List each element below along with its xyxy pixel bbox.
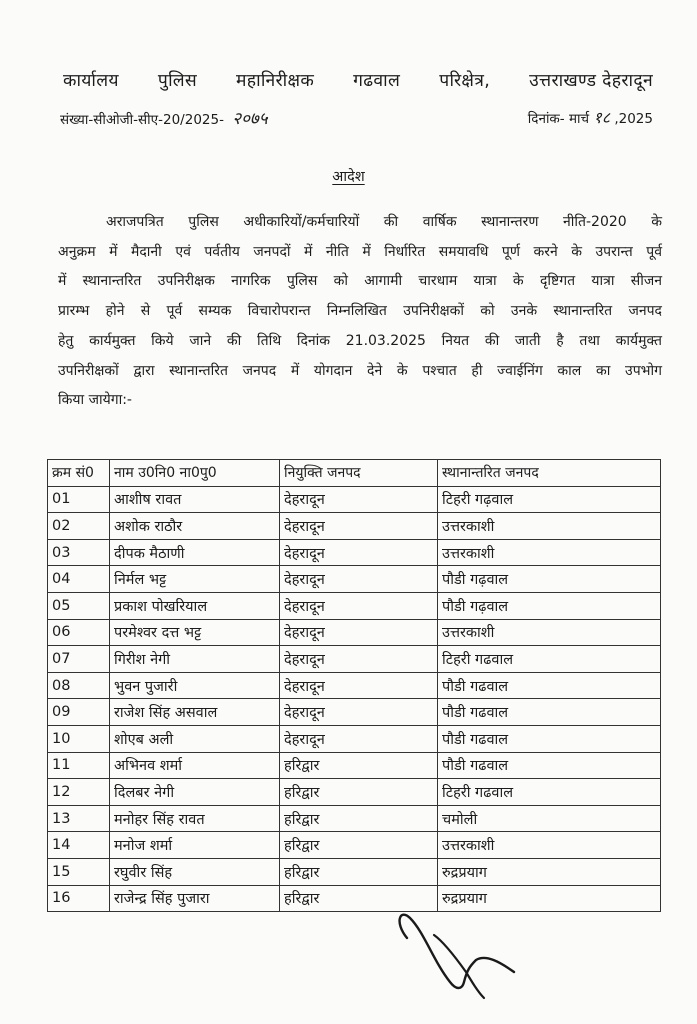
table-row: [48, 539, 661, 566]
office-word: परिक्षेत्र,: [439, 71, 491, 91]
cell-posting-district: देहरादून: [280, 513, 438, 540]
cell-name: मनोहर सिंह रावत: [110, 805, 280, 832]
cell-transferred-district: टिहरी गढवाल: [438, 779, 661, 806]
reference-handwritten-number: २०७५: [232, 109, 268, 129]
cell-posting-district: हरिद्वार: [280, 832, 438, 859]
cell-transferred-district: रुद्रप्रयाग: [438, 885, 661, 912]
cell-serial: 16: [48, 885, 110, 912]
cell-posting-district: हरिद्वार: [280, 779, 438, 806]
body-line: हेतु कार्यमुक्त किये जाने की तिथि दिनांक 21.03.2025 नियत की जाती है तथा कार्यमुक्त: [58, 332, 662, 349]
transfer-table: [47, 459, 661, 912]
header-transferred-district: स्थानान्तरित जनपद: [438, 460, 661, 487]
body-line: अराजपत्रित पुलिस अधीकारियों/कर्मचारियों की वार्षिक स्थानान्तरण नीति-2020 के: [106, 214, 662, 230]
cell-serial: 03: [48, 539, 110, 566]
body-line: प्रारम्भ होने से पूर्व सम्यक विचारोपरान्त निम्नलिखित उपनिरीक्षकों को उनके स्थानान्तरित जनपद: [58, 303, 662, 320]
cell-serial: 02: [48, 513, 110, 540]
cell-posting-district: देहरादून: [280, 486, 438, 513]
cell-posting-district: देहरादून: [280, 725, 438, 752]
cell-name: गिरीश नेगी: [110, 646, 280, 673]
table-row: [48, 832, 661, 859]
cell-name: निर्मल भट्ट: [110, 566, 280, 593]
cell-serial: 04: [48, 566, 110, 593]
cell-serial: 12: [48, 779, 110, 806]
table-row: [48, 619, 661, 646]
cell-transferred-district: उत्तरकाशी: [438, 539, 661, 566]
signature: [372, 900, 522, 1010]
cell-name: प्रकाश पोखरियाल: [110, 592, 280, 619]
table-row: [48, 646, 661, 673]
cell-posting-district: देहरादून: [280, 539, 438, 566]
table-row: [48, 858, 661, 885]
cell-name: शोएब अली: [110, 725, 280, 752]
table-row: [48, 885, 661, 912]
header-posting-district: नियुक्ति जनपद: [280, 460, 438, 487]
cell-transferred-district: उत्तरकाशी: [438, 832, 661, 859]
cell-posting-district: हरिद्वार: [280, 752, 438, 779]
body-line: अनुक्रम में मैदानी एवं पर्वतीय जनपदों में नीति में निर्धारित समयावधि पूर्ण करने के उपरान्त पूर्व: [58, 243, 662, 260]
office-word: पुलिस: [157, 71, 197, 91]
cell-name: राजेन्द्र सिंह पुजारा: [110, 885, 280, 912]
cell-transferred-district: उत्तरकाशी: [438, 513, 661, 540]
table-row: [48, 752, 661, 779]
cell-serial: 01: [48, 486, 110, 513]
cell-posting-district: देहरादून: [280, 566, 438, 593]
cell-serial: 08: [48, 672, 110, 699]
cell-transferred-district: पौडी गढ़वाल: [438, 592, 661, 619]
table-row: [48, 592, 661, 619]
cell-name: दीपक मैठाणी: [110, 539, 280, 566]
cell-serial: 09: [48, 699, 110, 726]
cell-name: अशोक राठौर: [110, 513, 280, 540]
cell-posting-district: देहरादून: [280, 699, 438, 726]
cell-serial: 11: [48, 752, 110, 779]
cell-serial: 14: [48, 832, 110, 859]
header-name: नाम उ0नि0 ना0पु0: [110, 460, 280, 487]
office-word: उत्तराखण्ड देहरादून: [529, 71, 653, 91]
table-row: [48, 566, 661, 593]
cell-serial: 07: [48, 646, 110, 673]
table-row: [48, 779, 661, 806]
office-heading: [63, 68, 653, 92]
date-handwritten-day: १८: [593, 108, 611, 127]
table-body: [48, 486, 661, 912]
date-year: ,2025: [610, 111, 653, 127]
body-line: किया जायेगा:-: [58, 392, 132, 409]
cell-name: अभिनव शर्मा: [110, 752, 280, 779]
cell-serial: 15: [48, 858, 110, 885]
cell-serial: 10: [48, 725, 110, 752]
table-row: [48, 486, 661, 513]
office-word: महानिरीक्षक: [236, 71, 315, 91]
cell-posting-district: देहरादून: [280, 646, 438, 673]
cell-serial: 13: [48, 805, 110, 832]
cell-name: भुवन पुजारी: [110, 672, 280, 699]
cell-transferred-district: पौडी गढवाल: [438, 752, 661, 779]
cell-transferred-district: चमोली: [438, 805, 661, 832]
cell-posting-district: देहरादून: [280, 592, 438, 619]
table-row: [48, 513, 661, 540]
body-line: उपनिरीक्षकों द्वारा स्थानान्तरित जनपद में योगदान देने के पश्चात ही ज्वाईनिंग काल का उपभोग: [58, 362, 662, 379]
table-row: [48, 725, 661, 752]
cell-posting-district: हरिद्वार: [280, 858, 438, 885]
table-row: [48, 699, 661, 726]
cell-transferred-district: पौडी गढवाल: [438, 725, 661, 752]
cell-name: दिलबर नेगी: [110, 779, 280, 806]
signature-stroke: [400, 915, 514, 988]
body-line: में स्थानान्तरित उपनिरीक्षक नागरिक पुलिस को आगामी चारधाम यात्रा के दृष्टिगत यात्रा सीजन: [58, 273, 662, 290]
reference-prefix: संख्या-सीओजी-सीए-20/2025-: [60, 112, 224, 128]
cell-name: मनोज शर्मा: [110, 832, 280, 859]
cell-posting-district: देहरादून: [280, 619, 438, 646]
cell-name: आशीष रावत: [110, 486, 280, 513]
order-date: [528, 106, 653, 128]
cell-posting-district: हरिद्वार: [280, 885, 438, 912]
cell-transferred-district: उत्तरकाशी: [438, 619, 661, 646]
table-row: [48, 672, 661, 699]
cell-transferred-district: पौडी गढवाल: [438, 672, 661, 699]
office-word: कार्यालय: [63, 71, 119, 91]
order-title: आदेश: [332, 169, 365, 185]
cell-transferred-district: रुद्रप्रयाग: [438, 858, 661, 885]
cell-name: रघुवीर सिंह: [110, 858, 280, 885]
cell-transferred-district: पौडी गढ़वाल: [438, 566, 661, 593]
cell-transferred-district: पौडी गढवाल: [438, 699, 661, 726]
cell-serial: 06: [48, 619, 110, 646]
table-header-row: [48, 460, 661, 487]
reference-number: [60, 106, 268, 129]
order-body: [58, 208, 662, 416]
cell-transferred-district: टिहरी गढवाल: [438, 646, 661, 673]
date-prefix: दिनांक- मार्च: [527, 111, 590, 127]
cell-transferred-district: टिहरी गढ़वाल: [438, 486, 661, 513]
header-serial: क्रम सं0: [48, 460, 110, 487]
cell-posting-district: हरिद्वार: [280, 805, 438, 832]
table-row: [48, 805, 661, 832]
cell-name: परमेश्वर दत्त भट्ट: [110, 619, 280, 646]
cell-name: राजेश सिंह असवाल: [110, 699, 280, 726]
office-word: गढवाल: [353, 71, 401, 91]
cell-posting-district: देहरादून: [280, 672, 438, 699]
cell-serial: 05: [48, 592, 110, 619]
